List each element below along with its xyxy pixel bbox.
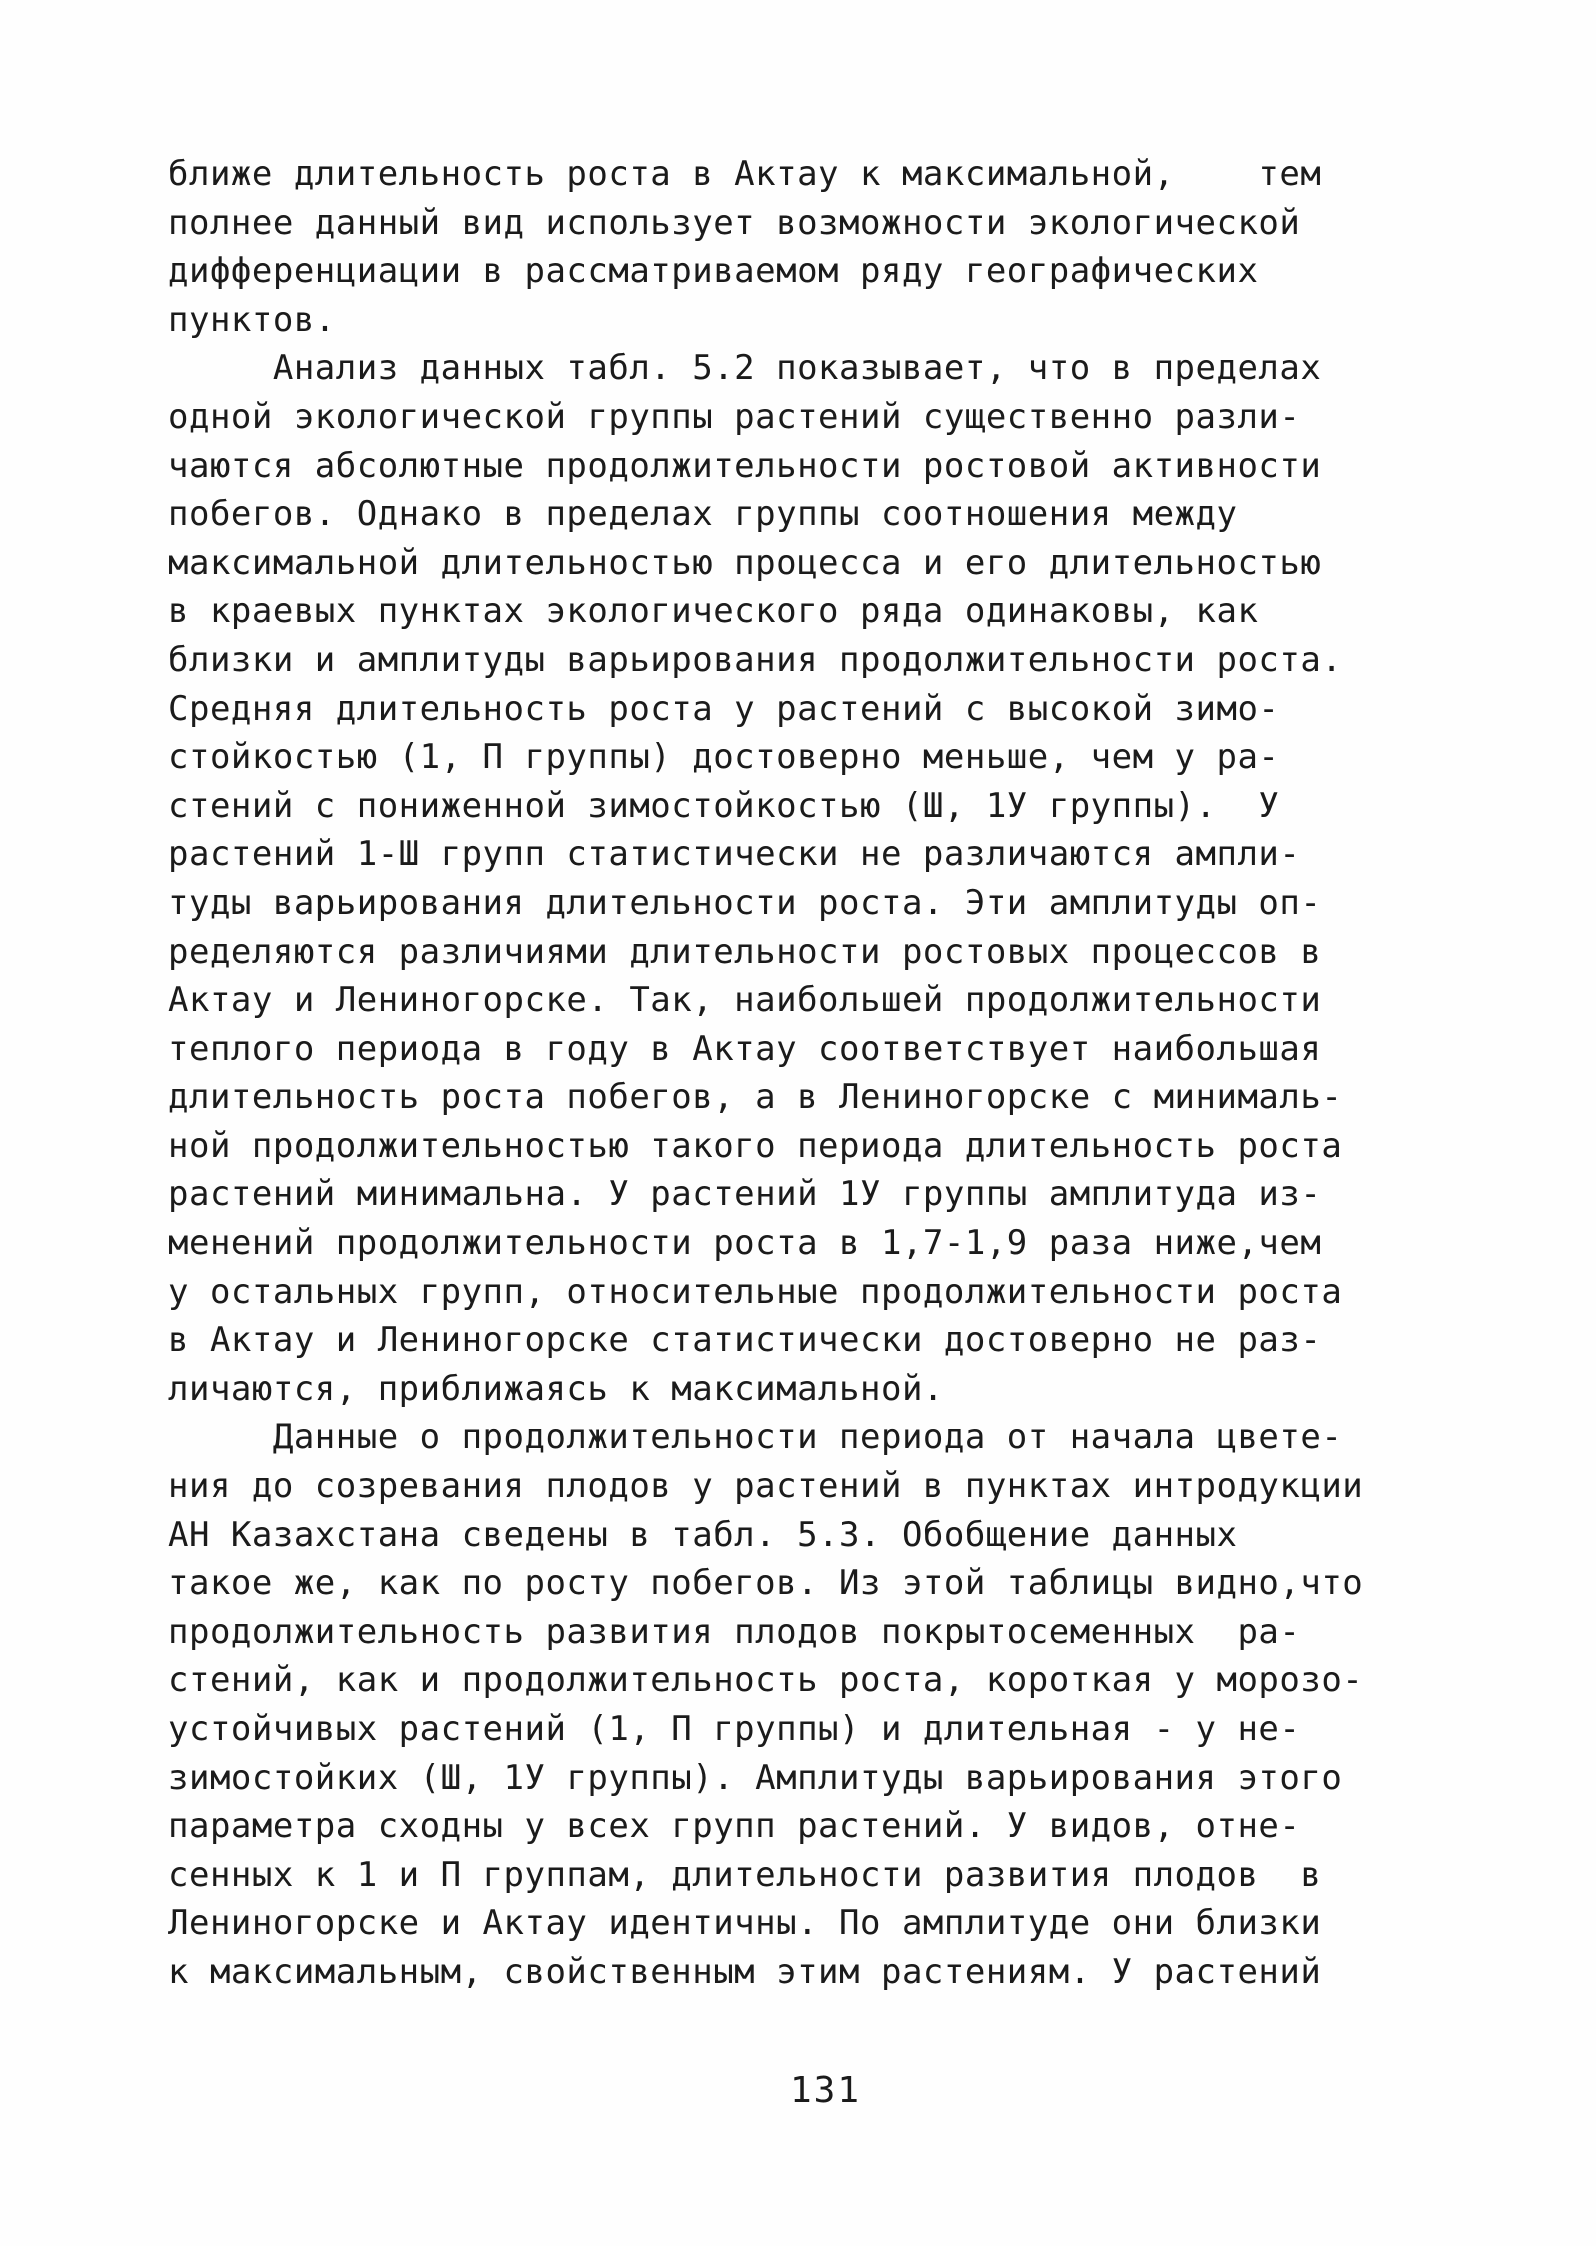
text-line: туды варьирования длительности роста. Эти амплитуды оп-: [168, 882, 1322, 923]
text-line: зимостойких (Ш, 1У группы). Амплитуды варьирования этого: [168, 1757, 1343, 1798]
text-line: продолжительность развития плодов покрытосеменных ра-: [168, 1611, 1301, 1652]
text-line: пунктов.: [168, 299, 336, 340]
text-line: растений 1-Ш групп статистически не различаются ампли-: [168, 834, 1301, 875]
text-line: такое же, как по росту побегов. Из этой таблицы видно,что: [168, 1563, 1364, 1604]
text-line: сенных к 1 и П группам, длительности развития плодов в: [168, 1854, 1322, 1895]
text-line: одной экологической группы растений существенно разли-: [168, 396, 1301, 437]
text-line: чаются абсолютные продолжительности ростовой активности: [168, 445, 1322, 486]
text-line: менений продолжительности роста в 1,7-1,9 раза ниже,чем: [168, 1223, 1322, 1264]
text-line: к максимальным, свойственным этим растениям. У растений: [168, 1951, 1322, 1992]
text-line: стойкостью (1, П группы) достоверно меньше, чем у ра-: [168, 737, 1280, 778]
text-line: у остальных групп, относительные продолжительности роста: [168, 1271, 1343, 1312]
text-line: теплого периода в году в Актау соответствует наибольшая: [168, 1028, 1322, 1069]
text-line: Анализ данных табл. 5.2 показывает, что в пределах: [168, 348, 1322, 389]
text-line: дифференциации в рассматриваемом ряду географических: [168, 251, 1259, 292]
text-line: Актау и Лениногорске. Так, наибольшей продолжительности: [168, 980, 1322, 1021]
text-line: стений с пониженной зимостойкостью (Ш, 1У группы). У: [168, 785, 1280, 826]
text-line: ной продолжительностью такого периода длительность роста: [168, 1125, 1343, 1166]
text-line: ния до созревания плодов у растений в пунктах интродукции: [168, 1466, 1364, 1507]
text-line: ближе длительность роста в Актау к максимальной, тем: [168, 154, 1322, 194]
body-text: [168, 150, 1508, 1997]
text-line: максимальной длительностью процесса и его длительностью: [168, 542, 1322, 583]
text-line: в краевых пунктах экологического ряда одинаковы, как: [168, 591, 1259, 632]
text-line: устойчивых растений (1, П группы) и длительная - у не-: [168, 1709, 1301, 1749]
text-line: длительность роста побегов, а в Лениногорске с минималь-: [168, 1077, 1343, 1118]
text-line: Средняя длительность роста у растений с высокой зимо-: [168, 688, 1280, 729]
text-line: стений, как и продолжительность роста, короткая у морозо-: [168, 1660, 1364, 1701]
text-line: близки и амплитуды варьирования продолжительности роста.: [168, 639, 1343, 680]
text-line: побегов. Однако в пределах группы соотношения между: [168, 494, 1238, 535]
text-line: параметра сходны у всех групп растений. У видов, отне-: [168, 1806, 1301, 1847]
text-line: Лениногорске и Актау идентичны. По амплитуде они близки: [168, 1903, 1322, 1944]
text-line: ределяются различиями длительности ростовых процессов в: [168, 931, 1322, 972]
text-line: полнее данный вид использует возможности экологической: [168, 202, 1301, 243]
text-line: Данные о продолжительности периода от начала цвете-: [168, 1417, 1343, 1458]
page-number: 131: [790, 2070, 862, 2111]
text-line: растений минимальна. У растений 1У группы амплитуда из-: [168, 1174, 1322, 1215]
text-line: АН Казахстана сведены в табл. 5.3. Обобщение данных: [168, 1514, 1238, 1555]
text-line: в Актау и Лениногорске статистически достоверно не раз-: [168, 1320, 1322, 1361]
text-line: личаются, приближаясь к максимальной.: [168, 1368, 944, 1409]
